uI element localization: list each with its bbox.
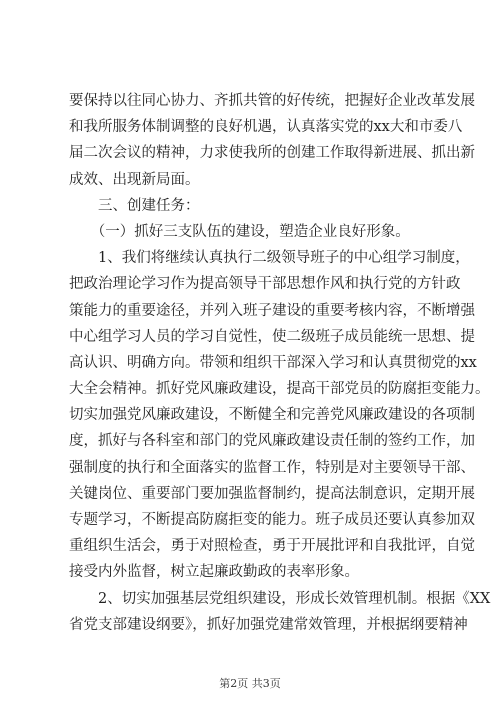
text-line: 关键岗位、重要部门要加强监督制约，提高法制意识，定期开展 bbox=[69, 485, 475, 502]
text-line: 和我所服务体制调整的良好机遇，认真落实党的xx大和市委八 bbox=[69, 119, 463, 136]
text-line: 1、我们将继续认真执行二级领导班子的中心组学习制度， bbox=[69, 250, 470, 267]
text-line: 接受内外监督，树立起廉政勤政的表率形象。 bbox=[69, 564, 359, 581]
text-line: 省党支部建设纲要》，抓好加强党建常效管理，并根据纲要精神 bbox=[69, 616, 468, 633]
text-line: 重组织生活会，勇于对照检查，勇于开展批评和自我批评，自觉 bbox=[69, 538, 475, 555]
text-line: （一）抓好三支队伍的建设，塑造企业良好形象。 bbox=[69, 223, 410, 240]
page-footer: 第2页 共3页 bbox=[219, 677, 281, 690]
text-line: 成效、出现新局面。 bbox=[69, 171, 200, 188]
text-line: 策能力的重要途径，并列入班子建设的重要考核内容，不断增强 bbox=[69, 302, 475, 319]
body-text bbox=[69, 88, 491, 638]
text-line: 2、切实加强基层党组织建设，形成长效管理机制。根据《XX bbox=[69, 590, 491, 607]
text-line: 届二次会议的精神，力求使我所的创建工作取得新进展、抓出新 bbox=[69, 145, 475, 162]
text-line: 把政治理论学习作为提高领导干部思想作风和执行党的方针政 bbox=[69, 276, 461, 293]
text-line: 度，抓好与各科室和部门的党风廉政建设责任制的签约工作，加 bbox=[69, 433, 475, 450]
text-line: 强制度的执行和全面落实的监督工作，特别是对主要领导干部、 bbox=[69, 459, 475, 476]
text-line: 专题学习，不断提高防腐拒变的能力。班子成员还要认真参加双 bbox=[69, 512, 475, 528]
text-line: 三、创建任务： bbox=[69, 197, 200, 214]
text-line: 切实加强党风廉政建设，不断健全和完善党风廉政建设的各项制 bbox=[69, 407, 475, 424]
text-line: 要保持以往同心协力、齐抓共管的好传统，把握好企业改革发展 bbox=[69, 93, 475, 109]
text-line: 大全会精神。抓好党风廉政建设，提高干部党员的防腐拒变能力。 bbox=[69, 381, 490, 398]
text-line: 中心组学习人员的学习自觉性，使二级班子成员能统一思想、提 bbox=[69, 328, 475, 345]
text-line: 高认识、明确方向。带领和组织干部深入学习和认真贯彻党的xx bbox=[69, 354, 477, 371]
